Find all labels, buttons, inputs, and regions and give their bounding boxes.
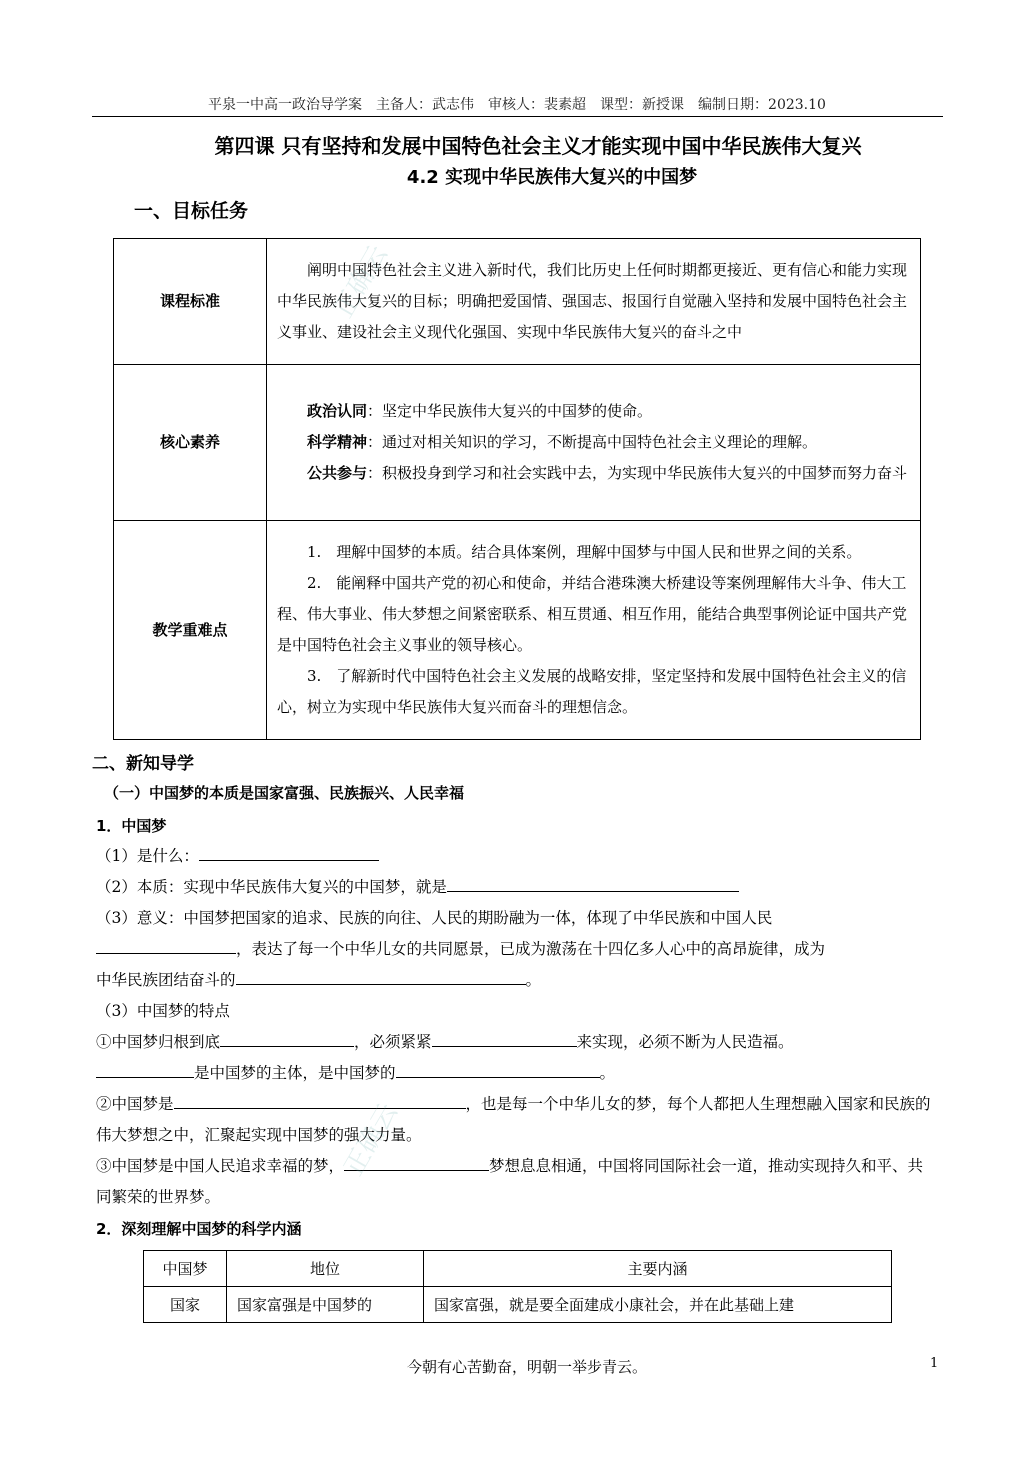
core-literacy-row [114,365,921,521]
fill-line-feature-1: ①中国梦归根到底 ，必须紧紧 来实现，必须不断为人民造福。 [96,1033,794,1051]
table-cell: 国家富强是中国梦的 [227,1287,424,1323]
fill-line-what: （1）是什么： [96,841,938,872]
section-goals-heading: 一、目标任务 [134,200,249,222]
item-heading-chinese-dream: 1．中国梦 [96,817,167,835]
page-number: 1 [930,1356,939,1371]
fill-line-feature-1b: 是中国梦的主体，是中国梦的 。 [96,1058,938,1089]
core-item: 科学精神：通过对相关知识的学习，不断提高中国特色社会主义理论的理解。 [307,433,818,451]
table-header-cell: 地位 [227,1251,424,1287]
key-item: 3. 了解新时代中国特色社会主义发展的战略安排，坚定坚持和发展中国特色社会主义的信心，树立为实现中华民族伟大复兴而奋斗的理想信念。 [277,667,907,716]
key-item: 2. 能阐释中国共产党的初心和使命，并结合港珠澳大桥建设等案例理解伟大斗争、伟大工程、伟大事业、伟大梦想之间紧密联系、相互贯通、相互作用，能结合典型事例论证中国共产党是中国特色社会主义事业的领导核心。 [277,574,908,654]
lesson-title: 第四课 只有坚持和发展中国特色社会主义才能实现中国中华民族伟大复兴 [214,134,862,158]
table-cell: 国家富强，就是要全面建成小康社会，并在此基础上建 [424,1287,892,1323]
course-standard-label: 课程标准 [114,239,267,365]
watermark: 正确云 [328,240,394,324]
header-divider [92,116,943,117]
course-standard-row [114,239,921,365]
answer-blank[interactable] [220,1032,354,1047]
table-header-cell: 主要内涵 [424,1251,892,1287]
core-literacy-text [267,365,921,521]
key-points-row [114,521,921,740]
core-item: 公共参与：积极投身到学习和社会实践中去，为实现中华民族伟大复兴的中国梦而努力奋斗 [307,464,908,482]
answer-blank[interactable] [447,877,739,892]
answer-blank[interactable] [199,846,379,861]
table-header-cell: 中国梦 [144,1251,227,1287]
page-header: 平泉一中高一政治导学案 主备人：武志伟 审核人：裴素超 课型：新授课 编制日期：2023.10 [208,97,826,113]
table-header-row [144,1251,892,1287]
key-item: 1. 理解中国梦的本质。结合具体案例，理解中国梦与中国人民和世界之间的关系。 [307,543,862,561]
key-points-text [267,521,921,740]
connotation-table [143,1250,892,1323]
answer-blank[interactable] [96,1063,194,1078]
key-points-label: 教学重难点 [114,521,267,740]
answer-blank[interactable] [396,1063,600,1078]
answer-blank[interactable] [236,970,526,985]
fill-line-essence: （2）本质：实现中华民族伟大复兴的中国梦，就是 [96,872,938,903]
fill-line-feature-3: ③中国梦是中国人民追求幸福的梦， 梦想息息相通，中国将同国际社会一道，推动实现持久和平、共同繁荣的世界梦。 [96,1157,924,1206]
item-heading-connotation: 2．深刻理解中国梦的科学内涵 [96,1220,302,1238]
goals-table [113,238,921,740]
course-standard-text: 阐明中国特色社会主义进入新时代，我们比历史上任何时期都更接近、更有信心和能力实现中华民族伟大复兴的目标；明确把爱国情、强国志、报国行自觉融入坚持和发展中国特色社会主义事业、建设社会主义现代化强国、实现中华民族伟大复兴的奋斗之中 [267,239,921,365]
fill-line-feature-2: ②中国梦是 ，也是每一个中华儿女的梦，每个人都把人生理想融入国家和民族的伟大梦想之中，汇聚起实现中国梦的强大力量。 [96,1095,931,1144]
subsection-heading: （一）中国梦的本质是国家富强、民族振兴、人民幸福 [104,784,465,802]
page-footer-motto: 今朝有心苦勤奋，明朝一举步青云。 [406,1358,647,1376]
core-literacy-label: 核心素养 [114,365,267,521]
table-row [144,1287,892,1323]
fill-line-significance: （3）意义：中国梦把国家的追求、民族的向往、人民的期盼融为一体，体现了中华民族和中国人民 ，表达了每一个中华儿女的共同愿景，已成为激荡在十四亿多人心中的高昂旋律，成为 中华民族团结奋斗的 。 [96,909,826,989]
watermark: 正确云 [338,1098,404,1182]
features-heading: （3）中国梦的特点 [96,1002,230,1020]
answer-blank[interactable] [432,1032,577,1047]
lesson-subtitle: 4.2 实现中华民族伟大复兴的中国梦 [406,167,698,188]
core-item: 政治认同：坚定中华民族伟大复兴的中国梦的使命。 [307,402,653,420]
section-new-knowledge-heading: 二、新知导学 [92,754,194,774]
table-cell: 国家 [144,1287,227,1323]
answer-blank[interactable] [96,939,236,954]
answer-blank[interactable] [174,1094,466,1109]
